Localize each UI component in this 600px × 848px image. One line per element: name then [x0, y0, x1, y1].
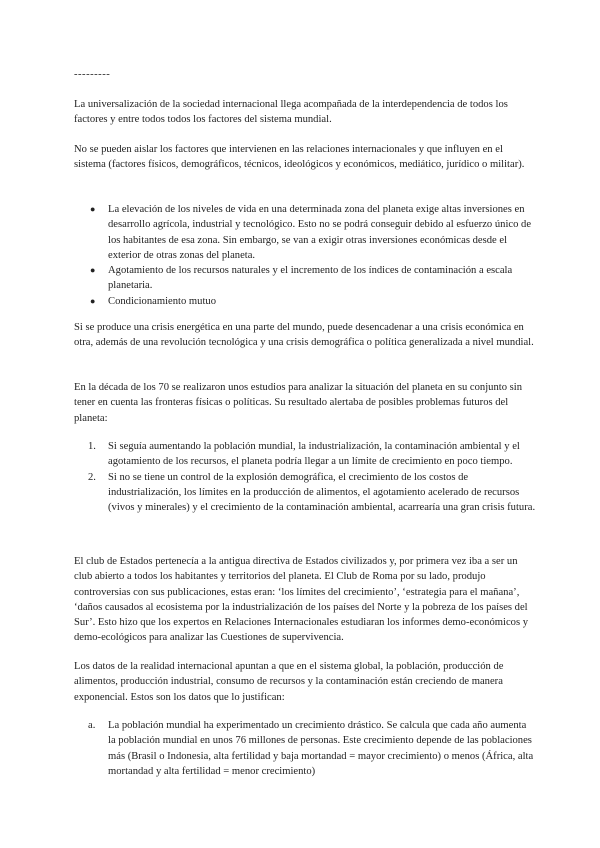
lettered-list: [74, 718, 536, 779]
separator-line: ---------: [74, 69, 111, 80]
list-item-text: La elevación de los niveles de vida en una determinada zona del planeta exige altas inversiones en desarrollo agrícola, industrial y tecnológico. Esto no se podrá conseguir debido al esfuerzo único de los habitantes de esa zona. Sin embargo, se van a exigir otras inversiones económicas desde el exterior de otras zonas del planeta.: [108, 204, 532, 261]
list-item: [74, 294, 536, 309]
list-item-text: Agotamiento de los recursos naturales y el incremento de los índices de contaminación a escala planetaria.: [108, 265, 513, 292]
paragraph-datos-realidad: Los datos de la realidad internacional apuntan a que en el sistema global, la población, producción de alimentos, producción industrial, consumo de recursos y la contaminación están creciendo de manera exponencial. Estos son los datos que lo justifican:: [74, 661, 504, 703]
list-item: [74, 439, 536, 470]
paragraph-universalizacion: La universalización de la sociedad internacional llega acompañada de la interdependencia de todos los factores y entre todos todos los factores del sistema mundial.: [74, 99, 508, 126]
letter-marker: a.: [88, 720, 96, 731]
paragraph-crisis-energetica: Si se produce una crisis energética en una parte del mundo, puede desencadenar a una crisis económica en otra, además de una revolución tecnológica y una crisis demográfica o política generalizada a nivel mundial.: [74, 322, 534, 349]
paragraph-factores: No se pueden aislar los factores que intervienen en las relaciones internacionales y que influyen en el sistema (factores físicos, demográficos, técnicos, ideológicos y económicos, mediático, jurídico o militar).: [74, 144, 525, 171]
number-marker: 1.: [88, 441, 96, 452]
bullet-list: [74, 202, 536, 309]
list-item: [74, 263, 536, 294]
list-item-text: Condicionamiento mutuo: [108, 295, 216, 307]
numbered-list: [74, 439, 536, 515]
list-item-text: Si no se tiene un control de la explosión demográfica, el crecimiento de los costos de industrialización, los límites en la producción de alimentos, el agotamiento acelerado de recursos (vivos y minerales) y el crecimiento de la contaminación ambiental, acarrearía una gran crisis futura.: [108, 471, 536, 514]
list-item: [74, 470, 536, 516]
paragraph-decada-70: En la década de los 70 se realizaron unos estudios para analizar la situación del planeta en su conjunto sin tener en cuenta las fronteras físicas o políticas. Su resultado alertaba de posibles problemas futuros del planeta:: [74, 382, 523, 424]
list-item-text: Si seguía aumentando la población mundial, la industrialización, la contaminación ambiental y el agotamiento de los recursos, el planeta podría llegar a un límite de crecimiento en poco tiempo.: [108, 441, 520, 468]
bullet-marker: ●: [90, 204, 96, 214]
list-item: [74, 202, 536, 263]
bullet-marker: ●: [90, 295, 96, 306]
list-item: [74, 718, 536, 779]
paragraph-club-estados: El club de Estados pertenecía a la antigua directiva de Estados civilizados y, por primera vez iba a ser un club abierto a todos los habitantes y territorios del planeta. El Club de Roma por su lado, produjo controversias con sus publicaciones, estas eran: ‘los límites del crecimiento’, ‘estrategia para el mañana’, ‘daños causados al ecosistema por la industrialización de los países del Norte y la pobreza de los países del Sur’. Esto hizo que los expertos en Relaciones Internacionales estudiaran los informes demo-económicos y demo-ecológicos para analizar las Cuestiones de supervivencia.: [74, 556, 529, 644]
bullet-marker: ●: [90, 265, 96, 276]
number-marker: 2.: [88, 471, 96, 483]
list-item-text: La población mundial ha experimentado un crecimiento drástico. Se calcula que cada año aumenta la población mundial en unos 76 millones de personas. Este crecimiento depende de las poblaciones más (Brasil o Indonesia, alta fertilidad y baja mortandad = mayor crecimiento) o menos (África, alta mortandad y alta fertilidad = menor crecimiento): [108, 720, 534, 777]
